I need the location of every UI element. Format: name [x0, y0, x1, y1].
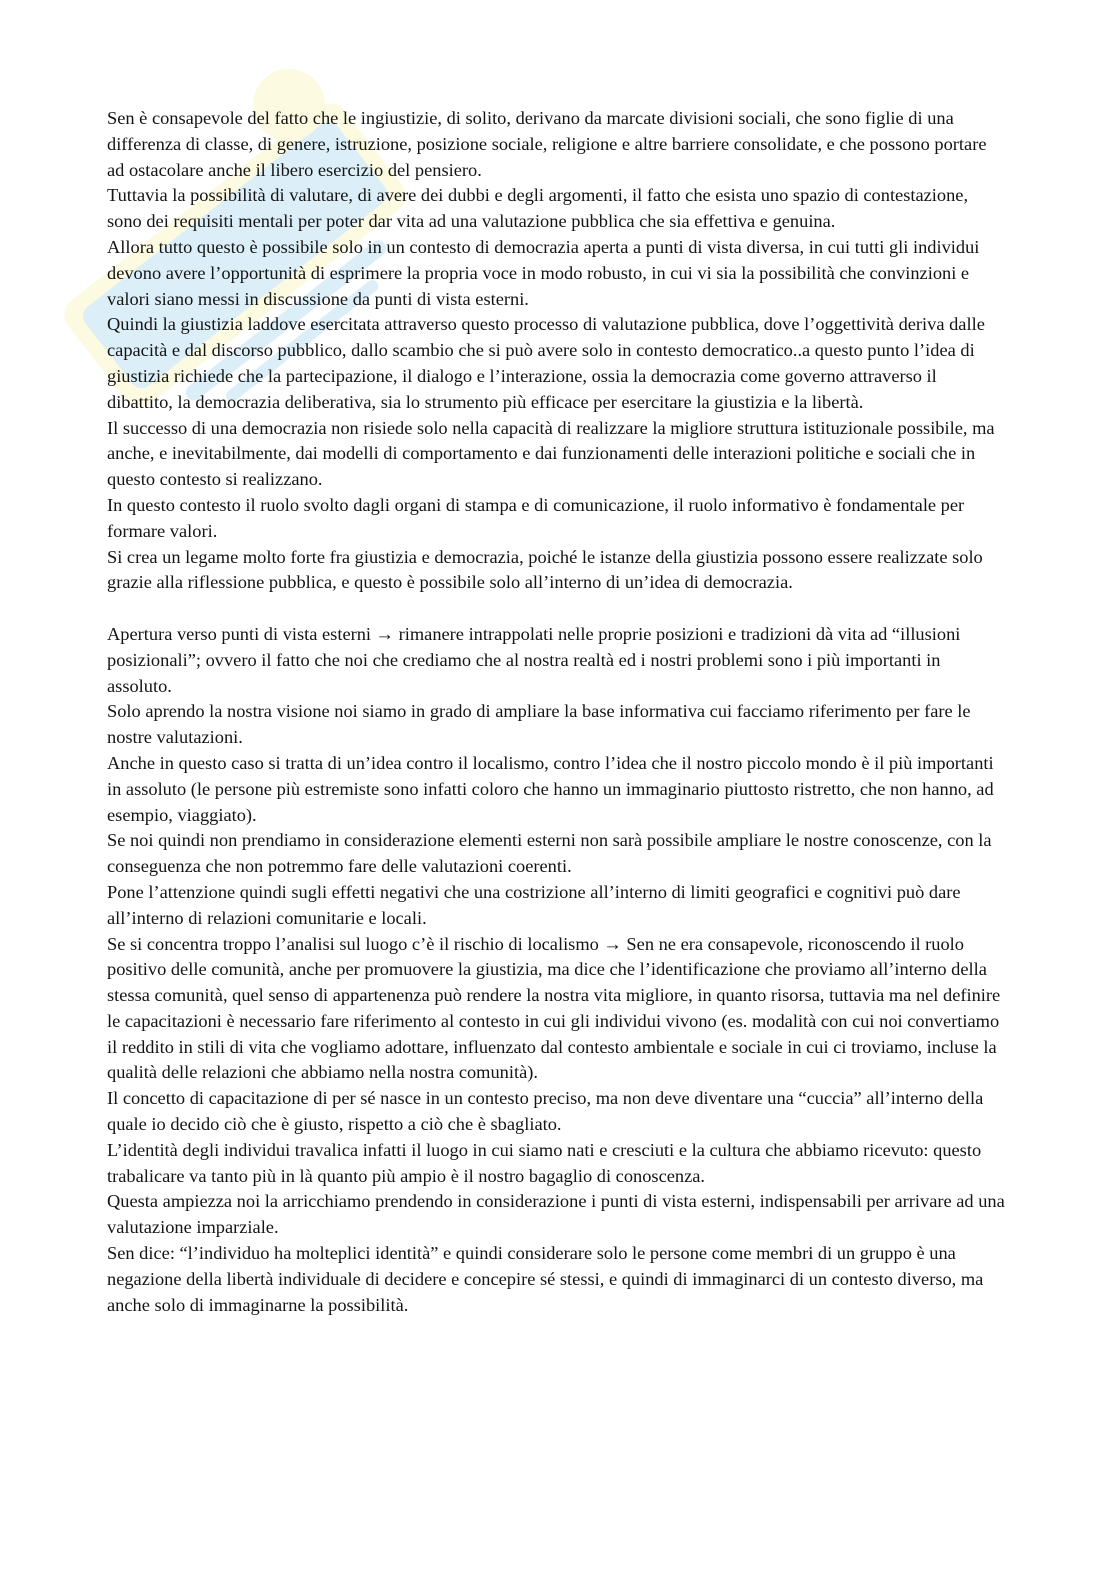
- paragraph: Allora tutto questo è possibile solo in un contesto di democrazia aperta a punti di vista diversa, in cui tutti gli individui devono avere l’opportunità di esprimere la propria voce in modo robusto, in cui vi sia la possibilità che convinzioni e valori siano messi in discussione da punti di vista esterni.: [107, 236, 980, 309]
- paragraph: Il concetto di capacitazione di per sé nasce in un contesto preciso, ma non deve diventare una “cuccia” all’interno della quale io decido ciò che è giusto, rispetto a ciò che è sbagliato.: [107, 1088, 984, 1135]
- paragraph: Se si concentra troppo l’analisi sul luogo c’è il rischio di localismo → Sen ne era consapevole, riconoscendo il ruolo positivo delle comunità, anche per promuovere la giustizia, ma dice che l’identificazione che proviamo all’interno della stessa comunità, quel senso di appartenenza può rendere la nostra vita migliore, in quanto risorsa, tuttavia ma nel definire le capacitazioni è necessario fare riferimento al contesto in cui gli individui vivono (es. modalità con cui noi convertiamo il reddito in stili di vita che vogliamo adottare, influenzato dal contesto ambientale e sociale in cui ci troviamo, incluse la qualità delle relazioni che abbiamo nella nostra comunità).: [107, 933, 1001, 1083]
- paragraph: Solo aprendo la nostra visione noi siamo in grado di ampliare la base informativa cui facciamo riferimento per fare le nostre valutazioni.: [107, 701, 971, 748]
- document-body: [107, 106, 1007, 1318]
- paragraph: L’identità degli individui travalica infatti il luogo in cui siamo nati e cresciuti e la cultura che abbiamo ricevuto: questo trabalicare va tanto più in là quanto più ampio è il nostro bagaglio di conoscenza.: [107, 1139, 982, 1186]
- paragraph-spacer: [107, 596, 1007, 622]
- paragraph: Sen è consapevole del fatto che le ingiustizie, di solito, derivano da marcate divisioni sociali, che sono figlie di una differenza di classe, di genere, istruzione, posizione sociale, religione e altre barriere consolidate, e che possono portare ad ostacolare anche il libero esercizio del pensiero.: [107, 108, 987, 180]
- paragraph: Se noi quindi non prendiamo in considerazione elementi esterni non sarà possibile ampliare le nostre conoscenze, con la conseguenza che non potremmo fare delle valutazioni coerenti.: [107, 830, 992, 877]
- paragraph: Questa ampiezza noi la arricchiamo prendendo in considerazione i punti di vista esterni, indispensabili per arrivare ad una valutazione imparziale.: [107, 1191, 1005, 1238]
- paragraph: Tuttavia la possibilità di valutare, di avere dei dubbi e degli argomenti, il fatto che esista uno spazio di contestazione, sono dei requisiti mentali per poter dar vita ad una valutazione pubblica che sia effettiva e genuina.: [107, 185, 969, 232]
- paragraph: Quindi la giustizia laddove esercitata attraverso questo processo di valutazione pubblica, dove l’oggettività deriva dalle capacità e dal discorso pubblico, dallo scambio che si può avere solo in contesto democratico..a questo punto l’idea di giustizia richiede che la partecipazione, il dialogo e l’interazione, ossia la democrazia come governo attraverso il dibattito, la democrazia deliberativa, sia lo strumento più efficace per esercitare la giustizia e la libertà.: [107, 314, 985, 412]
- paragraph: Pone l’attenzione quindi sugli effetti negativi che una costrizione all’interno di limiti geografici e cognitivi può dare all’interno di relazioni comunitarie e locali.: [107, 881, 961, 928]
- paragraph: Il successo di una democrazia non risiede solo nella capacità di realizzare la migliore struttura istituzionale possibile, ma anche, e inevitabilmente, dai modelli di comportamento e dai funzionamenti delle interazioni politiche e sociali che in questo contesto si realizzano.: [107, 417, 995, 490]
- paragraph: In questo contesto il ruolo svolto dagli organi di stampa e di comunicazione, il ruolo informativo è fondamentale per formare valori.: [107, 494, 965, 541]
- paragraph: Apertura verso punti di vista esterni → rimanere intrappolati nelle proprie posizioni e tradizioni dà vita ad “illusioni posizionali”; ovvero il fatto che noi che crediamo che al nostra realtà ed i nostri problemi sono i più importanti in assoluto.: [107, 623, 961, 696]
- paragraph: Anche in questo caso si tratta di un’idea contro il localismo, contro l’idea che il nostro piccolo mondo è il più importanti in assoluto (le persone più estremiste sono infatti coloro che hanno un immaginario piuttosto ristretto, che non hanno, ad esempio, viaggiato).: [107, 752, 994, 825]
- paragraph: Sen dice: “l’individuo ha molteplici identità” e quindi considerare solo le persone come membri di un gruppo è una negazione della libertà individuale di decidere e concepire sé stessi, e quindi di immaginarci di un contesto diverso, ma anche solo di immaginarne la possibilità.: [107, 1243, 984, 1315]
- paragraph: Si crea un legame molto forte fra giustizia e democrazia, poiché le istanze della giustizia possono essere realizzate solo grazie alla riflessione pubblica, e questo è possibile solo all’interno di un’idea di democrazia.: [107, 546, 983, 593]
